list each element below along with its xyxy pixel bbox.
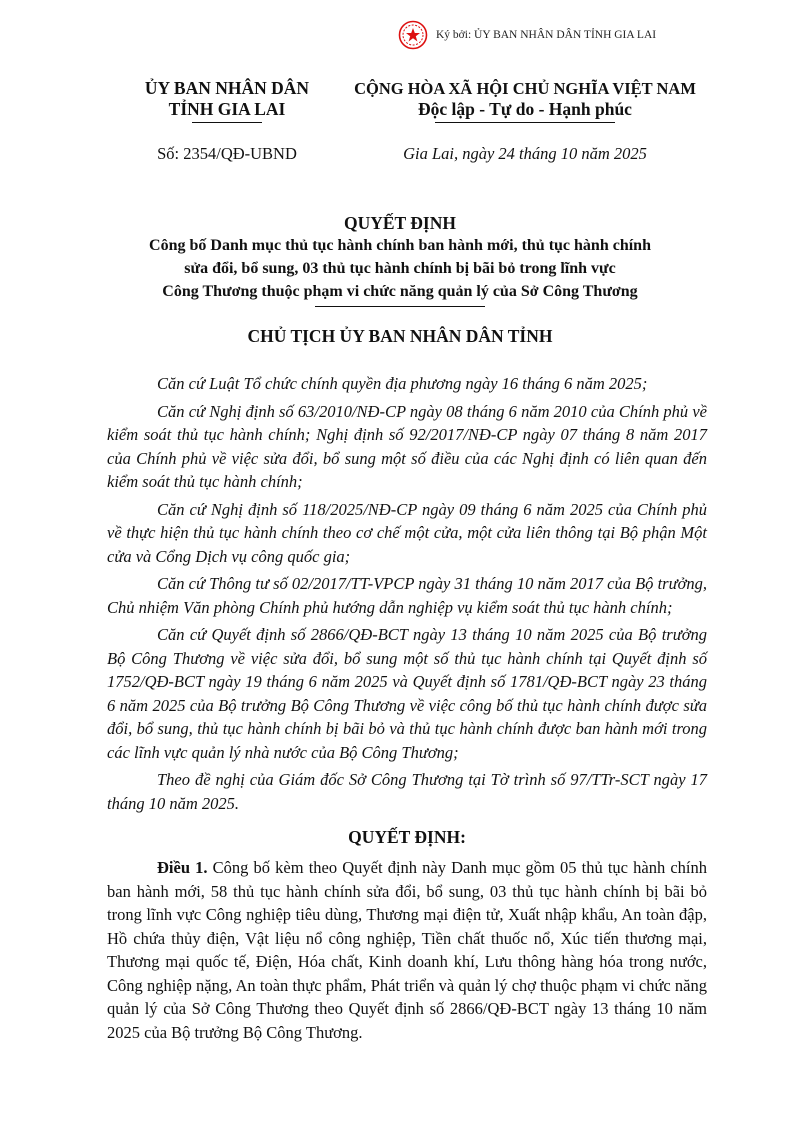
issuer-line-1: ỦY BAN NHÂN DÂN — [144, 78, 310, 98]
document-type: QUYẾT ĐỊNH — [344, 213, 456, 233]
seal-icon — [398, 20, 428, 50]
signature-text: Ký bởi: ỦY BAN NHÂN DÂN TỈNH GIA LAI — [436, 29, 657, 41]
issuer-underline — [192, 122, 262, 123]
legal-basis: Căn cứ Nghị định số 63/2010/NĐ-CP ngày 08 tháng 6 năm 2010 của Chính phủ về kiểm soát thủ tục hành chính; Nghị định số 92/2017/NĐ-CP ngày 07 tháng 8 năm 2017 của Chính phủ về việc sửa đổi, bổ sung một số điều của các Nghị định có liên quan đến kiểm soát thủ tục hành chính; — [107, 401, 707, 491]
decision-heading: QUYẾT ĐỊNH: — [348, 827, 466, 847]
title-underline — [315, 306, 485, 307]
motto-underline — [435, 122, 615, 123]
motto: Độc lập - Tự do - Hạnh phúc — [418, 99, 632, 119]
legal-basis: Căn cứ Thông tư số 02/2017/TT-VPCP ngày 31 tháng 10 năm 2017 của Bộ trưởng, Chủ nhiệm Văn phòng Chính phủ hướng dẫn nghiệp vụ kiểm soát thủ tục hành chính; — [107, 574, 707, 617]
issuer-block — [112, 78, 342, 123]
legal-basis: Căn cứ Quyết định số 2866/QĐ-BCT ngày 13 tháng 10 năm 2025 của Bộ trưởng Bộ Công Thương về việc sửa đổi, bổ sung một số thủ tục hành chính tại Quyết định số 1752/QĐ-BCT ngày 19 tháng 6 năm 2025 và Quyết định số 1781/QĐ-BCT ngày 23 tháng 6 năm 2025 của Bộ trưởng Bộ Công Thương về việc công bố thủ tục hành chính được sửa đổi, bổ sung, thủ tục hành chính bị bãi bỏ và thủ tục hành chính được ban hành mới trong các lĩnh vực quản lý nhà nước của Bộ Công Thương; — [107, 625, 707, 762]
authority-heading: CHỦ TỊCH ỦY BAN NHÂN DÂN TỈNH — [247, 326, 553, 346]
legal-basis: Căn cứ Luật Tổ chức chính quyền địa phương ngày 16 tháng 6 năm 2025; — [157, 374, 648, 393]
title-block — [80, 212, 720, 307]
article-1-text: Công bố kèm theo Quyết định này Danh mục gồm 05 thủ tục hành chính ban hành mới, 58 thủ tục hành chính sửa đổi, bổ sung, 03 thủ tục hành chính bị bãi bỏ trong lĩnh vực Công nghiệp tiêu dùng, Thương mại điện tử, Xuất nhập khẩu, An toàn đập, Hồ chứa thủy điện, Vật liệu nổ công nghiệp, Tiền chất thuốc nổ, Xúc tiến thương mại, Thương mại quốc tế, Điện, Hóa chất, Kinh doanh khí, Lưu thông hàng hóa trong nước, Công nghiệp nặng, An toàn thực phẩm, Phát triển và quản lý chợ thuộc phạm vi chức năng quản lý của Sở Công Thương theo Quyết định số 2866/QĐ-BCT ngày 13 tháng 10 năm 2025 của Bộ trưởng Bộ Công Thương. — [107, 858, 707, 1042]
subject-line-2: sửa đổi, bổ sung, 03 thủ tục hành chính bị bãi bỏ trong lĩnh vực — [184, 260, 616, 277]
legal-basis: Căn cứ Nghị định số 118/2025/NĐ-CP ngày 09 tháng 6 năm 2025 của Chính phủ về thực hiện thủ tục hành chính theo cơ chế một cửa, một cửa liên thông tại Bộ phận Một cửa và Cổng Dịch vụ công quốc gia; — [107, 499, 707, 566]
digital-signature — [398, 20, 656, 50]
subject-line-3: Công Thương thuộc phạm vi chức năng quản lý của Sở Công Thương — [162, 283, 638, 300]
article-1 — [107, 856, 707, 1044]
country-name: CỘNG HÒA XÃ HỘI CHỦ NGHĨA VIỆT NAM — [354, 79, 696, 98]
document-body — [107, 372, 707, 1044]
legal-basis: Theo đề nghị của Giám đốc Sở Công Thương tại Tờ trình số 97/TTr-SCT ngày 17 tháng 10 năm 2025. — [107, 770, 707, 813]
subject-line-1: Công bố Danh mục thủ tục hành chính ban hành mới, thủ tục hành chính — [149, 237, 651, 254]
national-motto-block — [345, 78, 705, 123]
document-date: Gia Lai, ngày 24 tháng 10 năm 2025 — [403, 144, 647, 163]
article-1-label: Điều 1. — [157, 858, 208, 877]
document-number: Số: 2354/QĐ-UBND — [157, 144, 297, 163]
issuer-line-2: TỈNH GIA LAI — [168, 99, 286, 119]
